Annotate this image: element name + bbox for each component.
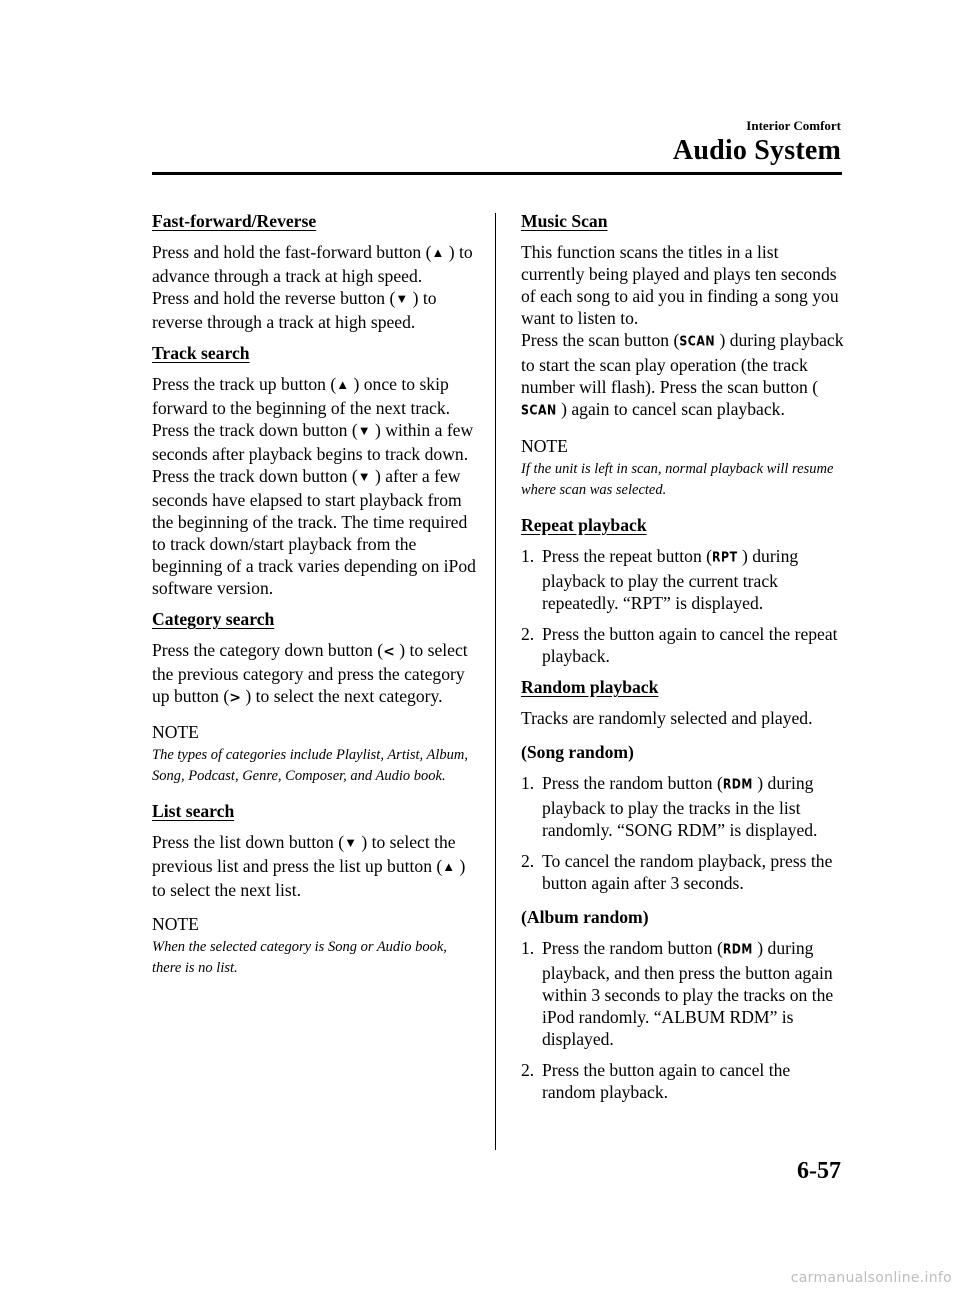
paragraph: Press the list down button (▼ ) to select the previous list and press the list up button (▲ ) to select the next list. — [152, 832, 466, 900]
paragraph: Press and hold the fast-forward button (▲ ) to advance through a track at high speed. Press and hold the reverse button (▼ ) to reverse through a track at high speed. — [152, 242, 473, 332]
page-title: Audio System — [672, 135, 841, 166]
note-text: When the selected category is Song or Audio book, there is no list. — [152, 939, 447, 976]
right-column — [521, 210, 846, 1112]
step-text: Press the button again to cancel the random playback. — [542, 1060, 791, 1102]
list-item — [521, 937, 846, 1050]
section-heading: Category search — [152, 609, 275, 629]
random-button-icon: RDM — [722, 776, 753, 792]
section-heading: Repeat playback — [521, 515, 647, 535]
step-text: Press the button again to cancel the repeat playback. — [542, 624, 838, 666]
section-heading: Music Scan — [521, 211, 608, 231]
step-text: To cancel the random playback, press the button again after 3 seconds. — [542, 851, 833, 893]
chevron-right-icon: > — [229, 690, 241, 706]
step-text: Press the random button (RDM ) during playback, and then press the button again within 3 seconds to play the tracks on the iPod randomly. “ALBUM RDM” is displayed. — [542, 938, 834, 1049]
step-number: 1. — [521, 773, 535, 793]
down-arrow-icon: ▼ — [344, 835, 357, 850]
header-rule — [152, 172, 842, 175]
note-text: The types of categories include Playlist, Artist, Album, Song, Podcast, Genre, Composer, and Audio book. — [152, 747, 469, 784]
paragraph: Tracks are randomly selected and played. — [521, 708, 813, 728]
step-number: 1. — [521, 938, 535, 958]
step-number: 2. — [521, 1060, 535, 1080]
list-item — [521, 545, 846, 614]
scan-button-icon: SCAN — [521, 402, 557, 418]
header-category: Interior Comfort — [746, 118, 841, 133]
page-number: 6-57 — [797, 1158, 841, 1184]
section-fast-forward — [152, 210, 477, 333]
subsection-heading: (Album random) — [521, 907, 649, 927]
step-number: 1. — [521, 546, 535, 566]
section-repeat-playback — [521, 514, 846, 667]
paragraph: Press the track up button (▲ ) once to skip forward to the beginning of the next track. Press the track down button (▼ ) within a few seconds after playback begins to track down. Press the track down button (▼ ) after a few seconds have elapsed to start playback from the beginning of the track. The time required to track down/start playback from the beginning of a track varies depending on iPod software version. — [152, 374, 476, 598]
up-arrow-icon: ▲ — [431, 245, 445, 260]
step-number: 2. — [521, 624, 535, 644]
up-arrow-icon: ▲ — [336, 377, 350, 392]
note-label: NOTE — [152, 914, 199, 934]
list-item — [521, 850, 846, 894]
note-text: If the unit is left in scan, normal playback will resume where scan was selected. — [521, 461, 834, 498]
scan-button-icon: SCAN — [679, 333, 716, 349]
random-button-icon: RDM — [722, 941, 753, 957]
paragraph: This function scans the titles in a list currently being played and plays ten seconds of each song to aid you in finding a song you want to listen to. Press the scan button (SCAN ) during playback to start the scan play operation (the track number will flash). Press the scan button (SCAN ) again to cancel scan playback. — [521, 241, 846, 423]
list-item — [521, 623, 846, 667]
left-column — [152, 210, 477, 992]
down-arrow-icon: ▼ — [357, 469, 371, 484]
section-list-search — [152, 800, 477, 979]
note-label: NOTE — [521, 436, 568, 456]
subsection-heading: (Song random) — [521, 742, 634, 762]
step-number: 2. — [521, 851, 535, 871]
up-arrow-icon: ▲ — [442, 859, 456, 874]
watermark: carmanualsonline.info — [790, 1270, 952, 1286]
step-text: Press the random button (RDM ) during playback to play the tracks in the list randomly. “SONG RDM” is displayed. — [542, 773, 818, 840]
section-heading: Track search — [152, 343, 250, 363]
section-heading: Fast-forward/Reverse — [152, 211, 317, 231]
repeat-button-icon: RPT — [712, 549, 738, 565]
section-music-scan — [521, 210, 846, 501]
step-text: Press the repeat button (RPT ) during playback to play the current track repeatedly. “RPT” is displayed. — [542, 546, 799, 613]
down-arrow-icon: ▼ — [395, 291, 409, 306]
list-item — [521, 1059, 846, 1103]
column-divider — [495, 213, 496, 1150]
section-random-playback — [521, 676, 846, 1103]
section-category-search — [152, 608, 477, 787]
note-label: NOTE — [152, 722, 199, 742]
chevron-left-icon: < — [383, 644, 395, 660]
section-heading: List search — [152, 801, 235, 821]
list-item — [521, 772, 846, 841]
section-heading: Random playback — [521, 677, 659, 697]
paragraph: Press the category down button (< ) to select the previous category and press the category up button (> ) to select the next category. — [152, 640, 468, 706]
section-track-search — [152, 342, 477, 599]
down-arrow-icon: ▼ — [357, 423, 371, 438]
